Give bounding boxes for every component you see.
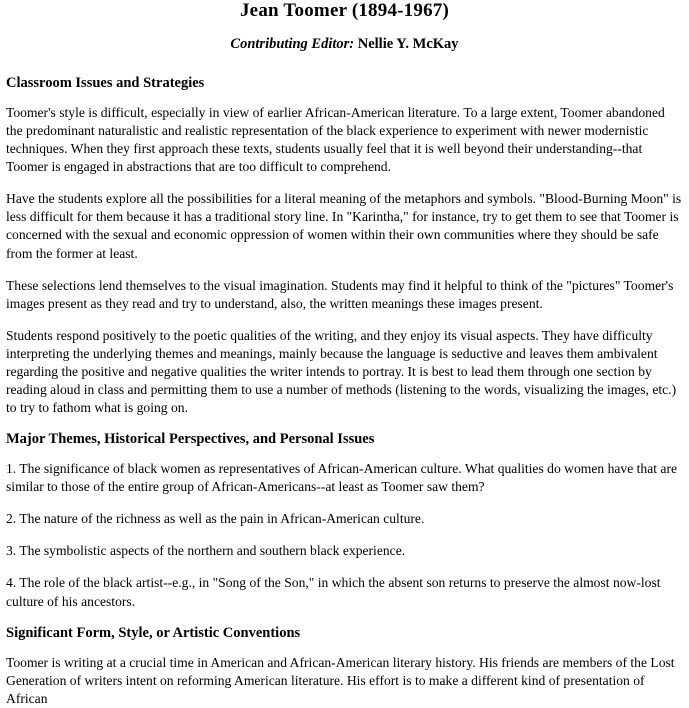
- paragraph: Toomer's style is difficult, especially in view of earlier African-American literature. To a large extent, Toomer abandoned the predominant naturalistic and realistic representation of the black experience to experiment with newer modernistic techniques. When they first approach these texts, students usually feel that it is well beyond their understanding--that Toomer is engaged in abstractions that are too difficult to comprehend.: [6, 105, 665, 175]
- section-significant-form: [6, 625, 683, 708]
- contributing-editor-line: [6, 36, 683, 53]
- paragraph: Have the students explore all the possibilities for a literal meaning of the metaphors and symbols. "Blood-Burning Moon" is less difficult for them because it has a traditional story line. In "Karintha," for instance, try to get them to see that Toomer is concerned with the sexual and economic oppression of women within their own communities where they should be safe from the former at least.: [6, 191, 682, 261]
- contributing-editor-label: Contributing Editor:: [230, 36, 355, 52]
- list-item: 4. The role of the black artist--e.g., in "Song of the Son," in which the absent son returns to preserve the almost now-lost culture of his ancestors.: [6, 575, 661, 609]
- paragraph: Toomer is writing at a crucial time in American and African-American literary history. His friends are members of the Lost Generation of writers intent on reforming American literature. His effort is to make a different kind of presentation of African: [6, 654, 675, 706]
- section-major-themes: [6, 431, 683, 610]
- list-item: 1. The significance of black women as representatives of African-American culture. What qualities do women have that are similar to those of the entire group of African-Americans--at least as Toomer saw them?: [6, 461, 677, 495]
- section-heading: Major Themes, Historical Perspectives, and Personal Issues: [6, 431, 375, 448]
- section-classroom-issues: [6, 75, 683, 417]
- paragraph: These selections lend themselves to the visual imagination. Students may find it helpful to think of the "pictures" Toomer's images present as they read and try to understand, also, the written meanings these images present.: [6, 277, 674, 311]
- section-heading: Significant Form, Style, or Artistic Conventions: [6, 624, 301, 641]
- page-title: Jean Toomer (1894-1967): [239, 0, 450, 21]
- contributing-editor-name: Nellie Y. McKay: [357, 36, 459, 52]
- paragraph: Students respond positively to the poetic qualities of the writing, and they enjoy its visual aspects. They have difficulty interpreting the underlying themes and meanings, mainly because the language is seductive and leaves them ambivalent regarding the positive and negative qualities the writer intends to portray. It is best to lead them through one section by reading aloud in class and permitting them to use a number of methods (listening to the words, visualizing the images, etc.) to try to fathom what is going on.: [6, 327, 677, 416]
- list-item: 2. The nature of the richness as well as the pain in African-American culture.: [6, 511, 425, 527]
- section-heading: Classroom Issues and Strategies: [6, 75, 205, 91]
- list-item: 3. The symbolistic aspects of the northern and southern black experience.: [6, 543, 406, 559]
